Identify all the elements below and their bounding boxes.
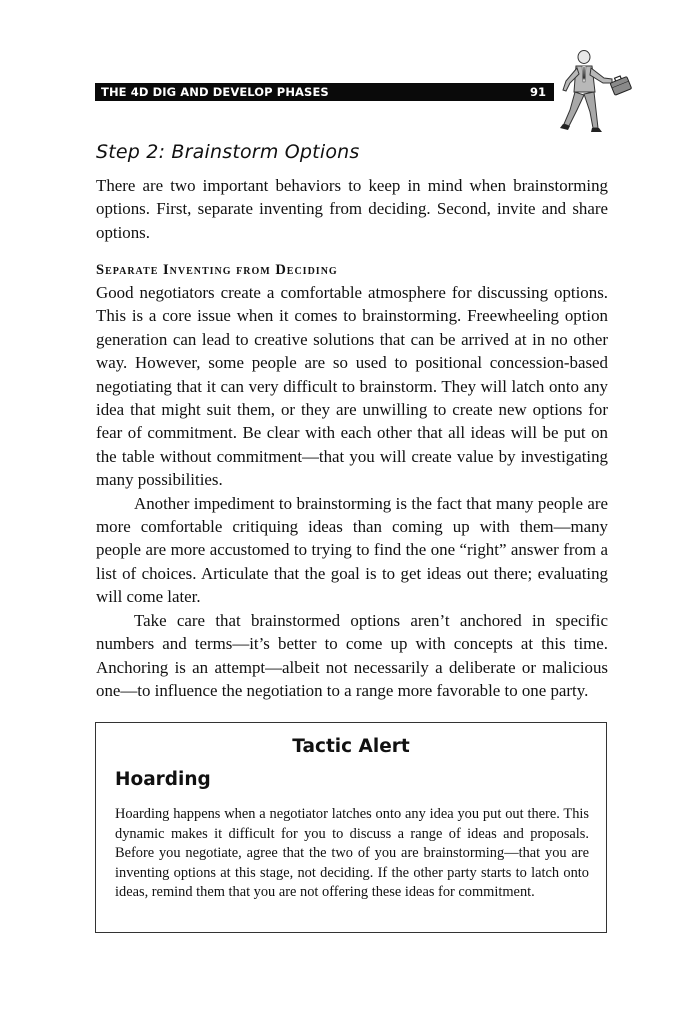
intro-paragraph bbox=[96, 174, 608, 244]
intro-text: There are two important behaviors to keep in mind when brainstorming options. First, separate inventing from deciding. Second, invite and share options. bbox=[96, 176, 608, 242]
businessman-with-briefcase-icon bbox=[560, 48, 640, 134]
step-heading: Step 2: Brainstorm Options bbox=[96, 141, 360, 163]
tactic-alert-box bbox=[95, 722, 607, 933]
chapter-title: THE 4D DIG AND DEVELOP PHASES bbox=[101, 85, 329, 99]
page-number: 91 bbox=[529, 85, 546, 99]
paragraph: Another impediment to brainstorming is the fact that many people are more comfortable critiquing ideas than coming up with them—many people are more accustomed to trying to find the one “right” answer from a list of choices. Articulate that the goal is to get ideas out there; evaluating will come later. bbox=[96, 493, 608, 607]
running-header bbox=[95, 83, 554, 101]
paragraph: Good negotiators create a comfortable atmosphere for discussing options. This is a core issue when it comes to brainstorming. Freewheeling option generation can lead to creative solutions that can be arrived at in no other way. However, some people are so used to positional concession-based negotiating that it can very difficult to brainstorm. They will latch onto any idea that might suit them, or they are unwilling to create new options for fear of commitment. Be clear with each other that all ideas will be put on the table without commitment—that you will create value by investigating many possibilities. bbox=[96, 283, 608, 490]
paragraph: Take care that brainstormed options aren’t anchored in specific numbers and terms—it’s better to come up with concepts at this time. Anchoring is an attempt—albeit not necessarily a deliberate or malicious one—to influence the negotiation to a range more favorable to one party. bbox=[96, 610, 608, 700]
tactic-alert-subtitle: Hoarding bbox=[115, 769, 211, 790]
section-body bbox=[96, 281, 608, 702]
tactic-alert-title: Tactic Alert bbox=[292, 736, 410, 757]
section-subheading: Separate Inventing from Deciding bbox=[96, 262, 338, 278]
tactic-alert-text: Hoarding happens when a negotiator latches onto any idea you put out there. This dynamic makes it difficult for you to discuss a range of ideas and proposals. Before you negotiate, agree that the two of you are brainstorming—that you are inventing options at this stage, not deciding. If the other party starts to latch onto ideas, remind them that you are not offering these ideas for commitment. bbox=[115, 806, 589, 900]
